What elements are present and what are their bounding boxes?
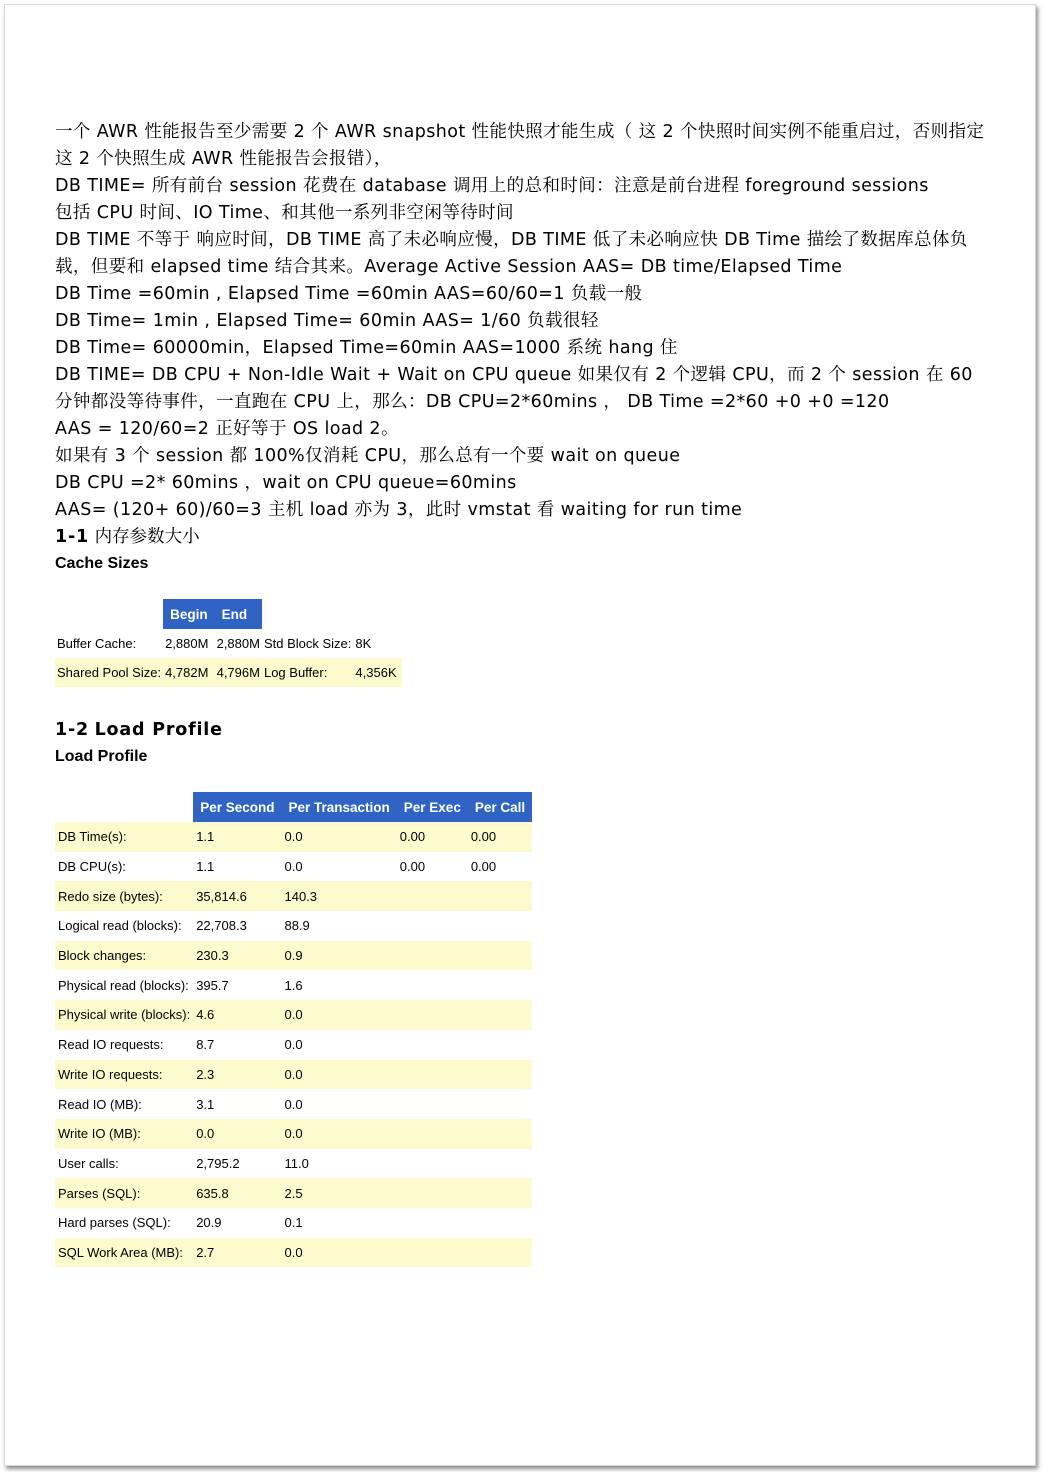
paragraph: 如果有 3 个 session 都 100%仅消耗 CPU，那么总有一个要 wait on queue [55, 446, 681, 466]
table-cell: 0.00 [470, 859, 497, 875]
table-cell [397, 941, 468, 971]
table-row [55, 1089, 532, 1119]
table-cell [468, 1060, 532, 1090]
table-header-blank [262, 599, 353, 629]
paragraph: DB TIME 不等于 响应时间，DB TIME 高了未必响应慢，DB TIME 低了未必响应快 DB Time 描绘了数据库总体负载，但要和 elapsed time 结合其来。Average Active Session AAS= DB time/Elapsed Time [55, 230, 968, 277]
table-cell [397, 1178, 468, 1208]
table-cell [468, 970, 532, 1000]
table-cell [468, 1030, 532, 1060]
table-cell-label: Parses (SQL): [55, 1178, 193, 1208]
table-cell [468, 1208, 532, 1238]
table-cell [468, 1149, 532, 1179]
table-cell: 8K [355, 636, 372, 651]
table-cell: 2,880M [165, 636, 209, 651]
table-row [55, 1238, 532, 1268]
table-cell [397, 1149, 468, 1179]
paragraph: DB CPU =2* 60mins ，wait on CPU queue=60mins [55, 473, 517, 493]
table-row [55, 881, 532, 911]
paragraph: AAS= (120+ 60)/60=3 主机 load 亦为 3，此时 vmstat 看 waiting for run time [55, 500, 743, 520]
paragraph: DB TIME= 所有前台 session 花费在 database 调用上的总和时间：注意是前台进程 foreground sessions [55, 176, 929, 196]
table-cell: 1.1 [193, 822, 281, 852]
table-cell: 0.0 [281, 1000, 396, 1030]
table-cell: 0.1 [284, 1215, 303, 1231]
table-cell-label: Logical read (blocks): [58, 918, 182, 934]
table-row [55, 1178, 532, 1208]
paragraph: DB TIME= DB CPU + Non-Idle Wait + Wait on CPU queue 如果仅有 2 个逻辑 CPU，而 2 个 session 在 60 分钟都没等待事件，一直跑在 CPU 上，那么：DB CPU=2*60mins ， DB Time =2*60 +0 +0 =120 [55, 365, 979, 412]
table-cell [397, 1119, 468, 1149]
table-cell-label: Write IO (MB): [55, 1119, 193, 1149]
table-cell-label: User calls: [58, 1155, 119, 1171]
table-cell-label: Log Buffer: [262, 658, 353, 687]
table-header-blank [55, 599, 163, 629]
document-content [55, 119, 995, 1267]
table-title: Load Profile [55, 748, 148, 765]
table-cell [397, 970, 468, 1000]
table-cell-label: Block changes: [55, 941, 193, 971]
table-cell: 0.0 [284, 859, 303, 875]
table-cell: 0.0 [281, 822, 396, 852]
table-cell [397, 1208, 468, 1238]
table-cell [397, 1238, 468, 1268]
table-cell: 0.0 [193, 1119, 281, 1149]
table-cell: 4,356K [353, 658, 401, 687]
paragraph: DB Time= 60000min，Elapsed Time=60min AAS=1000 系统 hang 住 [55, 338, 678, 358]
table-row [55, 1000, 532, 1030]
table-cell: 2.3 [193, 1060, 281, 1090]
paragraph: 包括 CPU 时间、IO Time、和其他一系列非空闲等待时间 [55, 203, 514, 223]
table-cell: 4,782M [163, 658, 215, 687]
table-cell: 8.7 [196, 1037, 215, 1053]
table-cell-label: Physical write (blocks): [55, 1000, 193, 1030]
table-cell-label: Physical read (blocks): [58, 977, 189, 993]
table-cell: 2.5 [281, 1178, 396, 1208]
table-cell [468, 1089, 532, 1119]
table-cell: 0.00 [468, 822, 532, 852]
load-profile-rows [55, 822, 532, 1267]
section-number: 1-2 [55, 720, 90, 740]
table-cell-label: Read IO (MB): [58, 1096, 142, 1112]
table-header: Per Exec [397, 792, 468, 822]
load-profile-table [55, 792, 532, 1267]
table-cell [397, 1060, 468, 1090]
table-row [55, 852, 532, 882]
table-row [55, 970, 532, 1000]
document-page [4, 4, 1036, 1466]
table-cell: 2,795.2 [196, 1155, 240, 1171]
table-header-blank [55, 792, 193, 822]
table-cell [468, 1000, 532, 1030]
table-cell: 0.00 [399, 859, 426, 875]
table-cell [468, 941, 532, 971]
section-title: 内存参数大小 [94, 527, 200, 547]
table-header: Per Call [468, 792, 532, 822]
table-cell [468, 881, 532, 911]
table-row [55, 1208, 532, 1238]
table-row [55, 1119, 532, 1149]
paragraph: 一个 AWR 性能报告至少需要 2 个 AWR snapshot 性能快照才能生成（ 这 2 个快照时间实例不能重启过，否则指定这 2 个快照生成 AWR 性能报告会报错）， [55, 122, 985, 169]
table-cell [468, 1238, 532, 1268]
table-cell: 3.1 [196, 1096, 215, 1112]
table-cell: 0.0 [284, 1037, 303, 1053]
table-cell [397, 1000, 468, 1030]
table-cell: 140.3 [281, 881, 396, 911]
table-cell-label: Buffer Cache: [57, 636, 137, 651]
table-cell: 4,796M [215, 658, 262, 687]
table-header: Per Transaction [281, 792, 396, 822]
table-row [55, 1149, 532, 1179]
table-cell [468, 1178, 532, 1208]
table-header: Begin [163, 599, 215, 629]
table-title: Cache Sizes [55, 555, 149, 572]
table-cell: 11.0 [284, 1155, 309, 1171]
table-cell: 20.9 [196, 1215, 222, 1231]
table-cell-label: Redo size (bytes): [55, 881, 193, 911]
table-cell [468, 1119, 532, 1149]
table-cell: 2,880M [216, 636, 260, 651]
table-row [55, 941, 532, 971]
table-cell-label: DB Time(s): [55, 822, 193, 852]
table-cell: 0.00 [397, 822, 468, 852]
table-cell: 4.6 [193, 1000, 281, 1030]
table-cell: 635.8 [193, 1178, 281, 1208]
paragraph: DB Time= 1min , Elapsed Time= 60min AAS= 1/60 负载很轻 [55, 311, 599, 331]
table-cell-label: Std Block Size: [263, 636, 352, 651]
table-header-blank [353, 599, 401, 629]
cache-sizes-table [55, 599, 402, 687]
table-row [55, 911, 532, 941]
table-row [55, 1030, 532, 1060]
section-number: 1-1 [55, 527, 90, 547]
table-header: End [215, 599, 262, 629]
table-cell [397, 1089, 468, 1119]
table-cell: 22,708.3 [196, 918, 247, 934]
section-title: Load Profile [94, 720, 223, 740]
table-cell: 0.0 [281, 1060, 396, 1090]
table-row [55, 822, 532, 852]
table-cell: 0.0 [284, 1096, 303, 1112]
section-heading [55, 717, 995, 744]
table-cell: 230.3 [193, 941, 281, 971]
table-cell [397, 1030, 468, 1060]
table-cell-label: SQL Work Area (MB): [55, 1238, 193, 1268]
table-cell [397, 911, 468, 941]
table-header: Per Second [193, 792, 281, 822]
table-cell-label: Write IO requests: [55, 1060, 193, 1090]
table-cell: 35,814.6 [193, 881, 281, 911]
table-cell: 0.9 [281, 941, 396, 971]
table-row [55, 1060, 532, 1090]
table-cell: 395.7 [196, 977, 229, 993]
table-cell-label: Hard parses (SQL): [58, 1215, 171, 1231]
table-cell: 1.6 [284, 977, 303, 993]
table-cell-label: Shared Pool Size: [55, 658, 163, 687]
table-cell: 2.7 [193, 1238, 281, 1268]
paragraph: DB Time =60min , Elapsed Time =60min AAS=60/60=1 负载一般 [55, 284, 643, 304]
table-cell: 0.0 [281, 1238, 396, 1268]
paragraph: AAS = 120/60=2 正好等于 OS load 2。 [55, 419, 399, 439]
table-cell: 0.0 [281, 1119, 396, 1149]
table-cell-label: DB CPU(s): [58, 859, 126, 875]
table-cell: 88.9 [284, 918, 310, 934]
table-cell [468, 911, 532, 941]
table-cell [397, 881, 468, 911]
table-cell-label: Read IO requests: [58, 1037, 164, 1053]
table-cell: 1.1 [196, 859, 215, 875]
section-heading [55, 524, 995, 551]
